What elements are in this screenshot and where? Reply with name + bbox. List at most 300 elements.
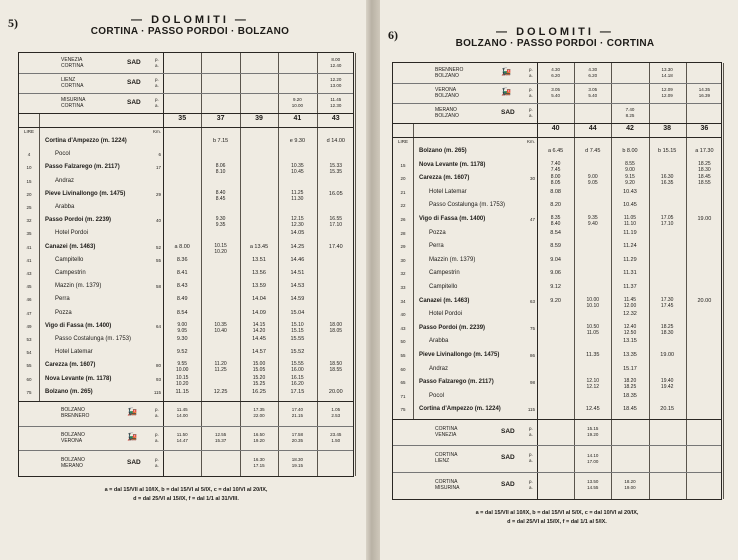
fare-lire: 20: [400, 176, 406, 182]
connection-time: 14.00: [176, 413, 188, 419]
departure-mark: p.: [529, 478, 533, 484]
connection-time: 22.00: [253, 413, 265, 419]
lire-header: LIRE: [23, 129, 34, 134]
station-time: 8.08: [550, 188, 561, 195]
station-time: 10.50 11.05: [586, 323, 600, 336]
train-number: 42: [626, 125, 634, 132]
arrival-mark: a.: [529, 432, 533, 438]
departure-mark: p.: [529, 452, 533, 458]
station-time: 17.30 17.45: [660, 296, 674, 309]
carrier-label: SAD: [127, 99, 141, 106]
station-time: 15.55: [290, 336, 305, 342]
connection-city-to: MERANO: [61, 462, 83, 469]
station-km: 55: [155, 257, 161, 263]
connection-row: [393, 419, 537, 445]
connection-time: 8.00: [331, 57, 341, 62]
fare-lire: 32: [26, 218, 32, 224]
fare-lire: 26: [400, 217, 406, 222]
departure-mark: p.: [529, 87, 533, 92]
station-time: 10.45: [623, 202, 637, 209]
connection-time: 12.55: [214, 432, 227, 437]
carrier-label: SAD: [127, 79, 141, 86]
station-time: 14.51: [290, 270, 305, 276]
connection-time: 14.55: [587, 484, 599, 490]
fare-lire: 32: [400, 271, 406, 277]
station-time: 17.40: [328, 243, 343, 250]
station-name: Carezza (m. 1607): [419, 175, 470, 182]
arrival-mark: a.: [529, 113, 533, 118]
connection-time: 17.15: [253, 462, 265, 468]
connection-city-from: VENEZIA: [61, 57, 83, 63]
train-icon: 🚂: [127, 407, 137, 417]
station-km: 30: [529, 176, 535, 182]
station-time: e 9.30: [289, 138, 306, 144]
connection-time: 19.20: [253, 438, 265, 443]
station-name: Campitello: [55, 256, 84, 263]
fare-lire: 41: [26, 244, 32, 250]
connection-city-to: VENEZIA: [435, 432, 457, 439]
station-time: 15.10 15.15: [291, 321, 304, 334]
connection-time: 12.09: [661, 87, 673, 92]
station-time: 13.15: [623, 338, 637, 345]
connection-time: 4.30: [551, 67, 560, 72]
station-name: Passo Pordoi (m. 2239): [45, 217, 112, 224]
station-time: 9.04: [550, 256, 561, 263]
station-time: 12.45: [585, 406, 600, 413]
station-name: Pieve Livinallongo (m. 1475): [45, 190, 126, 197]
connection-city-to: VERONA: [61, 437, 83, 444]
title-route: BOLZANO · PASSO PORDOI · CORTINA: [455, 38, 655, 49]
fare-lire: 43: [400, 325, 406, 331]
station-time: 14.57: [252, 349, 266, 356]
train-number: 38: [663, 125, 672, 132]
station-time: a 8.00: [174, 243, 190, 250]
connection-city-from: CORTINA: [435, 478, 458, 485]
station-time: 16.55 17.10: [329, 216, 343, 229]
station-time: 16.15 16.20: [291, 374, 304, 387]
km-header: Km.: [152, 129, 161, 134]
connection-row: [393, 83, 537, 103]
carrier-label: SAD: [501, 428, 515, 436]
station-time: 14.04: [252, 296, 266, 303]
connection-city-to: MISURINA: [435, 484, 460, 491]
station-name: Carezza (m. 1607): [45, 362, 96, 369]
fare-lire: 33: [400, 285, 406, 290]
connection-time: 16.39: [698, 93, 711, 98]
connection-time: 13.30: [661, 67, 673, 72]
connection-time: 7.40: [625, 107, 635, 112]
station-time: 12.25: [213, 388, 228, 395]
station-time: 18.00 18.05: [329, 321, 343, 334]
station-time: a 13.45: [249, 243, 269, 250]
connection-city-to: LIENZ: [435, 458, 450, 465]
arrival-mark: a.: [529, 458, 533, 464]
fare-lire: 47: [26, 310, 32, 316]
station-time: 9.15 9.20: [625, 174, 635, 187]
legend-line-1: a = dal 15/VII al 10/IX, b = dal 15/VI al 5/IX, c = dal 10/VI al 20/IX,: [475, 510, 639, 516]
train-number: 36: [700, 125, 709, 132]
station-time: 12.15 12.30: [291, 216, 304, 229]
connection-time: 14.18: [661, 73, 673, 78]
fare-lire: 71: [400, 393, 406, 399]
station-name: Campestrin: [55, 270, 86, 276]
column-rule: [355, 53, 356, 476]
station-time: 9.12: [550, 284, 561, 290]
departure-mark: p.: [155, 57, 159, 62]
fare-lire: 40: [400, 312, 406, 318]
connection-time: 8.25: [625, 113, 635, 118]
arrival-mark: a.: [155, 413, 159, 419]
lire-rule: [39, 113, 40, 401]
connection-city-from: CORTINA: [435, 452, 458, 459]
station-time: 20.15: [660, 406, 675, 413]
connection-time: 15.15: [587, 426, 599, 432]
connection-time: 6.20: [551, 73, 560, 78]
fare-lire: 53: [26, 337, 32, 342]
station-time: 10.15 10.20: [175, 374, 189, 387]
station-name: Hotel Pordoi: [55, 230, 89, 237]
station-name: Campitello: [429, 284, 458, 290]
station-time: b 15.15: [658, 148, 677, 154]
station-km: 63: [529, 298, 535, 304]
station-time: 11.35: [586, 352, 600, 358]
connection-time: 19.20: [587, 432, 599, 438]
station-time: 12.32: [623, 311, 637, 318]
connection-time: 15.37: [214, 438, 227, 443]
station-time: 8.20: [550, 202, 561, 209]
station-time: 14.45: [252, 336, 266, 342]
station-name: Andraz: [55, 177, 75, 184]
connection-city-from: BOLZANO: [61, 431, 85, 438]
connection-city-from: BOLZANO: [61, 407, 85, 414]
legend-line-1: a = dal 15/VII al 10/IX, b = dal 15/VI al 5/IX, c = dal 10/VI al 20/IX,: [104, 487, 268, 493]
fare-lire: 75: [400, 407, 406, 413]
connection-time: 5.40: [551, 93, 560, 98]
station-time: 18.25 18.30: [660, 323, 674, 336]
connection-time: 16.50: [253, 432, 265, 437]
station-name: Vigo di Fassa (m. 1400): [419, 216, 486, 222]
left-page: [0, 0, 366, 560]
fare-lire: 15: [400, 162, 406, 168]
legend-line-2: d = dal 25/VI al 15/IX, f = dal 1/1 al 5/IX.: [507, 519, 607, 525]
fare-lire: 43: [26, 271, 32, 276]
station-name: Andraz: [429, 365, 449, 372]
timetable: [18, 52, 354, 477]
timetable: [392, 62, 722, 500]
fare-lire: 29: [400, 244, 406, 250]
station-time: 19.00: [697, 216, 712, 222]
arrival-mark: a.: [155, 103, 159, 108]
header-rule: [19, 113, 353, 114]
lire-rule: [413, 123, 414, 419]
train-icon: 🚂: [501, 87, 511, 96]
arrival-mark: a.: [155, 462, 159, 468]
station-time: 16.25: [252, 388, 266, 395]
station-time: 14.09: [252, 309, 266, 316]
connection-time: 12.20: [330, 77, 342, 82]
header-rule: [393, 123, 721, 124]
station-km: 58: [155, 284, 161, 290]
fare-lire: 10: [26, 165, 32, 171]
station-name: Hotel Latemar: [55, 349, 93, 356]
departure-mark: p.: [155, 431, 159, 437]
connection-time: 18.20: [624, 478, 636, 484]
station-time: 7.40 7.45: [550, 160, 561, 173]
station-time: a 17.30: [695, 148, 714, 154]
station-time: 18.45 18.55: [698, 174, 711, 187]
fare-lire: 45: [26, 284, 32, 290]
station-time: 17.15: [290, 388, 305, 395]
station-time: 8.59: [550, 243, 561, 250]
train-icon: 🚂: [501, 67, 511, 76]
fare-lire: 55: [400, 353, 406, 358]
station-time: 18.25 18.30: [698, 160, 711, 173]
connection-row: [393, 63, 537, 83]
connection-row: [19, 426, 163, 451]
connection-time: 14.35: [698, 87, 711, 92]
station-time: 20.00: [697, 297, 712, 304]
station-time: 18.35: [623, 392, 637, 399]
station-time: 8.06 8.10: [215, 163, 226, 176]
connection-time: 11.45: [176, 407, 188, 413]
station-name: Canazei (m. 1463): [419, 297, 470, 304]
fare-lire: 65: [400, 380, 406, 386]
station-time: 8.54: [550, 229, 561, 236]
train-number: 39: [255, 115, 263, 122]
connection-city-to: BOLZANO: [435, 73, 459, 79]
fare-lire: 41: [26, 257, 32, 263]
carrier-label: SAD: [501, 454, 515, 462]
connection-city-to: BOLZANO: [435, 113, 459, 119]
station-name: Canazei (m. 1463): [45, 243, 96, 250]
fare-lire: 34: [400, 298, 406, 304]
connection-time: 12.30: [330, 103, 342, 108]
station-name: Arabba: [429, 338, 449, 345]
station-time: 18.50 18.55: [329, 361, 343, 374]
station-name: Cortina d'Ampezzo (m. 1224): [419, 406, 501, 413]
train-number: 44: [588, 125, 597, 132]
page-number: 6): [388, 28, 398, 42]
connection-time: 16.30: [253, 456, 265, 462]
station-time: 15.52: [290, 349, 305, 356]
connection-city-from: BRENNERO: [435, 67, 464, 73]
station-time: 9.30 9.35: [215, 216, 226, 229]
station-time: 8.35 8.40: [550, 215, 561, 227]
train-number: 35: [178, 115, 187, 122]
station-name: Arabba: [55, 204, 75, 210]
station-time: 9.00 9.05: [177, 321, 188, 334]
station-name: Campestrin: [429, 270, 460, 277]
arrival-mark: a.: [155, 83, 159, 88]
station-time: 10.35 10.40: [214, 321, 227, 334]
title-route: CORTINA · PASSO PORDOI · BOLZANO: [90, 26, 290, 37]
departure-mark: p.: [155, 407, 159, 413]
departure-mark: p.: [529, 67, 533, 72]
station-time: d 14.00: [326, 138, 345, 144]
station-name: Mazzin (m. 1379): [429, 256, 476, 263]
station-time: 13.51: [252, 256, 266, 263]
arrival-mark: a.: [155, 63, 159, 68]
station-name: Passo Costalunga (m. 1753): [429, 202, 506, 209]
departure-mark: p.: [529, 426, 533, 432]
station-time: 9.35 9.40: [587, 215, 598, 227]
station-km: 6: [158, 152, 161, 158]
station-time: 9.06: [550, 270, 561, 277]
connection-time: 17.00: [587, 458, 599, 464]
station-time: 11.20 11.25: [214, 361, 227, 374]
connection-row: [19, 73, 163, 93]
station-km: 64: [155, 323, 161, 329]
station-time: 13.35: [623, 352, 637, 358]
station-time: 16.05: [328, 190, 343, 197]
station-name: Vigo di Fassa (m. 1400): [45, 322, 112, 329]
fare-lire: 49: [26, 323, 32, 329]
station-time: 14.46: [290, 256, 305, 263]
connection-city-to: BOLZANO: [435, 93, 459, 99]
station-name: Pocol: [55, 151, 71, 158]
station-km: 40: [155, 218, 161, 224]
connection-city-from: MISURINA: [61, 97, 86, 103]
station-name: Passo Pordoi (m. 2239): [419, 324, 486, 331]
station-name: Pozza: [55, 309, 72, 316]
title-main: — DOLOMITI —: [496, 26, 614, 38]
connection-time: 3.05: [551, 87, 560, 92]
station-time: 14.59: [290, 296, 305, 303]
station-time: 10.00 10.10: [586, 296, 600, 309]
station-time: 11.45 12.00: [623, 296, 637, 309]
station-km: 75: [529, 325, 535, 331]
fare-lire: 22: [400, 203, 406, 209]
title-main: — DOLOMITI —: [131, 14, 249, 26]
station-km: 47: [529, 217, 535, 222]
connection-time: 10.00: [291, 103, 304, 108]
station-name: Passo Falzarego (m. 2117): [419, 379, 494, 386]
station-time: 13.56: [252, 270, 266, 276]
station-name: Nova Levante (m. 1178): [45, 375, 112, 382]
connection-time: 18.30: [291, 456, 304, 462]
station-name: Passo Falzarego (m. 2117): [45, 164, 120, 171]
station-time: 10.35 10.45: [291, 163, 304, 176]
connection-time: 12.40: [330, 63, 342, 68]
station-name: Passo Costalunga (m. 1753): [55, 336, 132, 342]
carrier-label: SAD: [501, 109, 515, 116]
train-number: 37: [216, 115, 225, 122]
station-time: 17.05 17.10: [660, 215, 674, 227]
fare-lire: 60: [400, 366, 406, 372]
connection-time: 4.30: [588, 67, 598, 72]
lire-header: LIRE: [397, 139, 408, 144]
fare-lire: 35: [26, 231, 32, 237]
connection-time: 14.47: [176, 438, 188, 443]
connection-time: 11.45: [330, 97, 342, 102]
station-time: d 7.45: [585, 148, 601, 154]
connection-row: [393, 445, 537, 471]
timetable-title: [440, 26, 670, 49]
station-time: 13.59: [252, 283, 266, 290]
connection-city-to: CORTINA: [61, 63, 84, 69]
connection-time: 3.05: [588, 87, 598, 92]
connection-time: 20.35: [291, 438, 304, 443]
station-time: 9.30: [176, 336, 188, 342]
station-time: 11.24: [623, 243, 637, 250]
station-name: Pieve Livinallongo (m. 1475): [419, 352, 500, 358]
connection-time: 19.00: [624, 484, 636, 490]
station-time: 20.00: [328, 388, 343, 395]
station-time: 8.41: [176, 270, 188, 276]
connection-city-from: BOLZANO: [61, 456, 85, 463]
station-time: 8.49: [176, 296, 188, 303]
station-name: Pocol: [429, 392, 445, 399]
connection-city-from: VERONA: [435, 87, 457, 93]
connection-city-to: BRENNERO: [61, 413, 90, 420]
station-time: 12.10 12.12: [586, 378, 600, 391]
station-time: 11.05 11.10: [623, 215, 637, 227]
station-time: 15.00 15.05: [252, 361, 266, 374]
connection-city-from: LIENZ: [61, 77, 76, 83]
arrival-mark: a.: [529, 484, 533, 490]
station-km: 93: [155, 376, 161, 382]
station-name: Mazzin (m. 1379): [55, 283, 102, 290]
arrival-mark: a.: [529, 73, 533, 78]
fare-lire: 21: [400, 189, 406, 195]
station-time: 9.00 9.05: [587, 174, 598, 187]
header-rule: [19, 127, 353, 128]
station-time: 9.52: [176, 349, 188, 356]
station-time: a 6.45: [547, 148, 564, 154]
fare-lire: 75: [26, 389, 32, 395]
station-km: 52: [155, 244, 161, 250]
fare-lire: 30: [400, 257, 406, 263]
connection-time: 19.15: [291, 462, 304, 468]
station-time: 9.55 10.00: [175, 361, 189, 374]
connection-time: 1.05: [331, 407, 341, 413]
station-name: Cortina d'Ampezzo (m. 1224): [45, 138, 127, 144]
station-time: 19.40 19.42: [660, 378, 674, 391]
station-km: 115: [527, 407, 535, 413]
connection-time: 17.58: [291, 432, 304, 437]
station-name: Hotel Pordoi: [429, 311, 463, 318]
station-time: 11.19: [623, 229, 637, 236]
station-time: 11.25 11.30: [291, 189, 304, 202]
fare-lire: 46: [26, 297, 32, 303]
station-time: 12.40 12.50: [623, 323, 637, 336]
connection-time: 1.50: [331, 438, 341, 443]
connection-row: [393, 472, 537, 498]
arrival-mark: a.: [529, 93, 533, 98]
station-km: 17: [155, 165, 161, 171]
fare-lire: 60: [26, 376, 32, 382]
station-time: 14.05: [290, 230, 305, 237]
station-time: 15.17: [623, 365, 637, 372]
fare-lire: 15: [26, 178, 32, 184]
departure-mark: p.: [155, 456, 159, 462]
right-page: [380, 0, 738, 560]
station-km: 86: [529, 353, 535, 358]
station-time: 15.55 16.00: [291, 361, 304, 374]
station-name: Perra: [55, 296, 70, 303]
departure-mark: p.: [529, 107, 533, 112]
station-time: 8.00 8.05: [550, 174, 561, 187]
arrival-mark: a.: [155, 437, 159, 443]
fare-lire: 54: [26, 350, 32, 356]
km-header: Km.: [526, 139, 535, 144]
carrier-label: SAD: [127, 458, 141, 466]
connection-time: 14.10: [587, 452, 599, 458]
station-time: 8.36: [176, 256, 188, 263]
station-time: 14.53: [290, 283, 305, 290]
station-time: 16.30 16.35: [660, 174, 674, 187]
station-time: 11.31: [623, 270, 637, 277]
